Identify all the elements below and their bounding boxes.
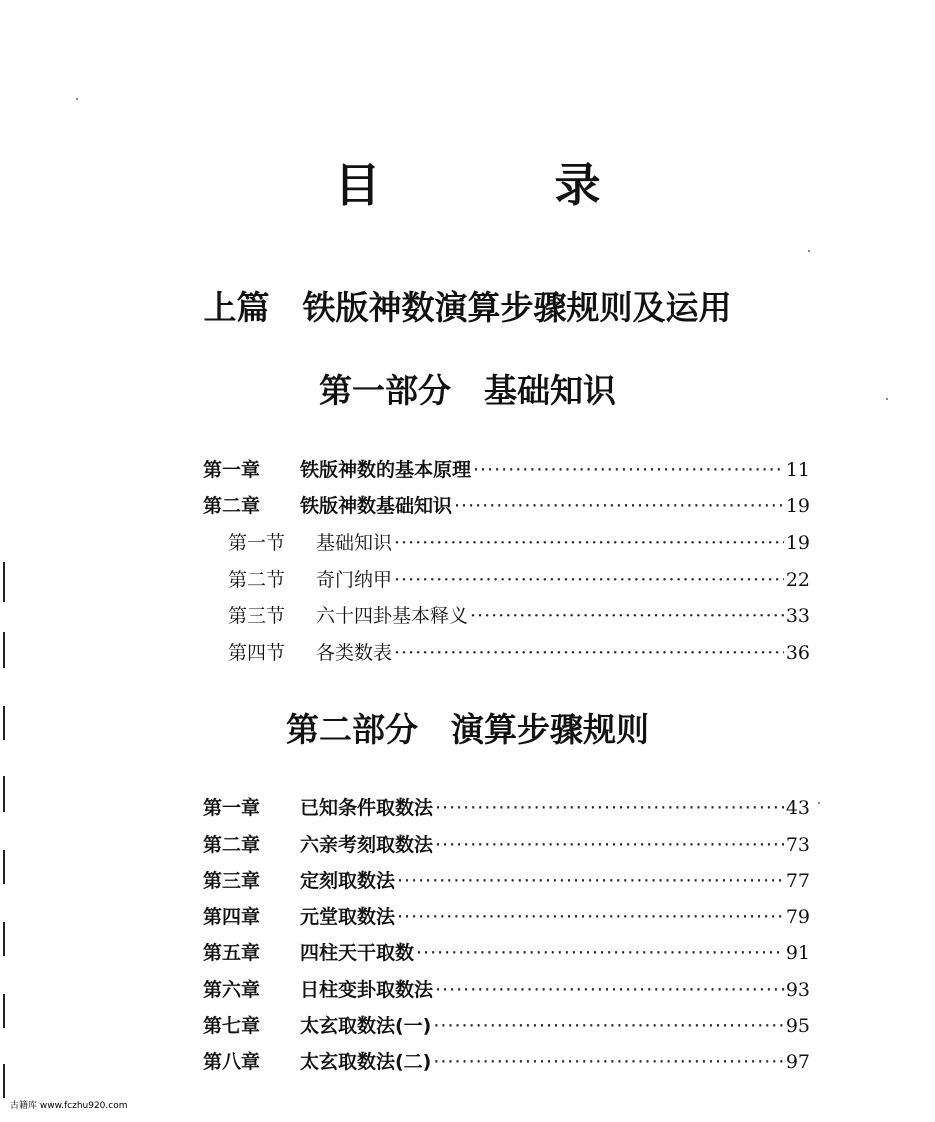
toc-leader-dots (394, 529, 784, 557)
toc-entry-page: 22 (785, 569, 810, 591)
toc-entry-title: 元堂取数法 (300, 906, 396, 928)
toc-entry-number: 第四节 (228, 642, 286, 664)
toc-entry[interactable] (203, 492, 810, 520)
toc-entry-title: 铁版神数基础知识 (300, 495, 453, 517)
toc-entry[interactable] (203, 867, 810, 895)
toc-entry-page: 91 (785, 942, 810, 964)
toc-entry[interactable] (203, 794, 810, 822)
toc-entry-number: 第六章 (203, 979, 261, 1001)
toc-entry-page: 73 (785, 834, 810, 856)
toc-entry-page: 95 (785, 1015, 810, 1037)
toc-entry-page: 33 (785, 605, 810, 627)
toc-entry-number: 第四章 (203, 906, 261, 928)
volume-title: 上篇 铁版神数演算步骤规则及运用 (203, 288, 732, 327)
toc-entry-title: 定刻取数法 (300, 870, 396, 892)
toc-leader-dots (473, 456, 784, 484)
toc-entry[interactable] (228, 602, 810, 630)
toc-entry-title: 各类数表 (316, 642, 393, 664)
toc-entry[interactable] (203, 939, 810, 967)
scan-edge-mark (3, 632, 5, 668)
toc-leader-dots (433, 1048, 783, 1076)
toc-entry[interactable] (203, 976, 810, 1004)
toc-entry-title: 太玄取数法(一) (300, 1015, 432, 1037)
toc-entry-title: 基础知识 (316, 532, 393, 554)
part-one-title: 第一部分 基础知识 (319, 371, 616, 410)
toc-entry-title: 太玄取数法(二) (300, 1051, 432, 1073)
toc-entry[interactable] (203, 1048, 810, 1076)
toc-entry-title: 四柱天干取数 (300, 942, 415, 964)
toc-entry-title: 六亲考刻取数法 (300, 834, 434, 856)
toc-leader-dots (435, 831, 784, 859)
scan-edge-mark (3, 562, 5, 602)
toc-entry-page: 97 (785, 1051, 810, 1073)
toc-entry[interactable] (228, 639, 810, 667)
toc-entry-number: 第二章 (203, 834, 261, 856)
toc-leader-dots (416, 939, 784, 967)
scan-edge-mark (3, 922, 5, 956)
toc-entry-number: 第一章 (203, 459, 261, 481)
toc-entry-number: 第二章 (203, 495, 261, 517)
toc-leader-dots (470, 602, 784, 630)
toc-entry-number: 第三节 (228, 605, 286, 627)
scan-edge-mark (3, 850, 5, 884)
toc-entry[interactable] (203, 456, 810, 484)
toc-leader-dots (435, 794, 784, 822)
toc-leader-dots (394, 566, 784, 594)
toc-leader-dots (433, 1012, 783, 1040)
toc-entry-title: 日柱变卦取数法 (300, 979, 434, 1001)
scan-edge-mark (3, 776, 5, 812)
toc-entry[interactable] (203, 903, 810, 931)
toc-leader-dots (394, 639, 784, 667)
footer-watermark: 古籍库 www.fczhu920.com (10, 1101, 128, 1111)
toc-entry[interactable] (228, 529, 810, 557)
toc-entry-number: 第一章 (203, 797, 261, 819)
toc-entry-page: 93 (785, 979, 810, 1001)
toc-leader-dots (397, 903, 784, 931)
part-two-title: 第二部分 演算步骤规则 (286, 710, 649, 749)
scan-speck (76, 98, 78, 100)
toc-entry-title: 奇门纳甲 (316, 569, 393, 591)
scan-edge-mark (3, 1064, 5, 1098)
toc-entry-page: 43 (785, 797, 810, 819)
toc-entry-title: 已知条件取数法 (300, 797, 434, 819)
toc-leader-dots (435, 976, 784, 1004)
toc-leader-dots (397, 867, 784, 895)
toc-entry-number: 第一节 (228, 532, 286, 554)
toc-entry-page: 77 (785, 870, 810, 892)
toc-entry[interactable] (203, 1012, 810, 1040)
toc-entry[interactable] (203, 831, 810, 859)
toc-entry-page: 79 (785, 906, 810, 928)
toc-entry-number: 第八章 (203, 1051, 261, 1073)
scan-speck (808, 250, 810, 252)
toc-entry-page: 19 (785, 532, 810, 554)
toc-entry-number: 第三章 (203, 870, 261, 892)
toc-entry-title: 铁版神数的基本原理 (300, 459, 472, 481)
toc-leader-dots (454, 492, 784, 520)
scan-edge-mark (3, 994, 5, 1028)
toc-entry-title: 六十四卦基本释义 (316, 605, 469, 627)
toc-entry-page: 11 (785, 459, 810, 481)
toc-entry-number: 第五章 (203, 942, 261, 964)
toc-entry[interactable] (228, 566, 810, 594)
toc-entry-number: 第七章 (203, 1015, 261, 1037)
toc-entry-number: 第二节 (228, 569, 286, 591)
scan-speck (818, 802, 820, 804)
toc-entry-page: 19 (785, 495, 810, 517)
page-title: 目 录 (334, 158, 665, 212)
toc-entry-page: 36 (785, 642, 810, 664)
